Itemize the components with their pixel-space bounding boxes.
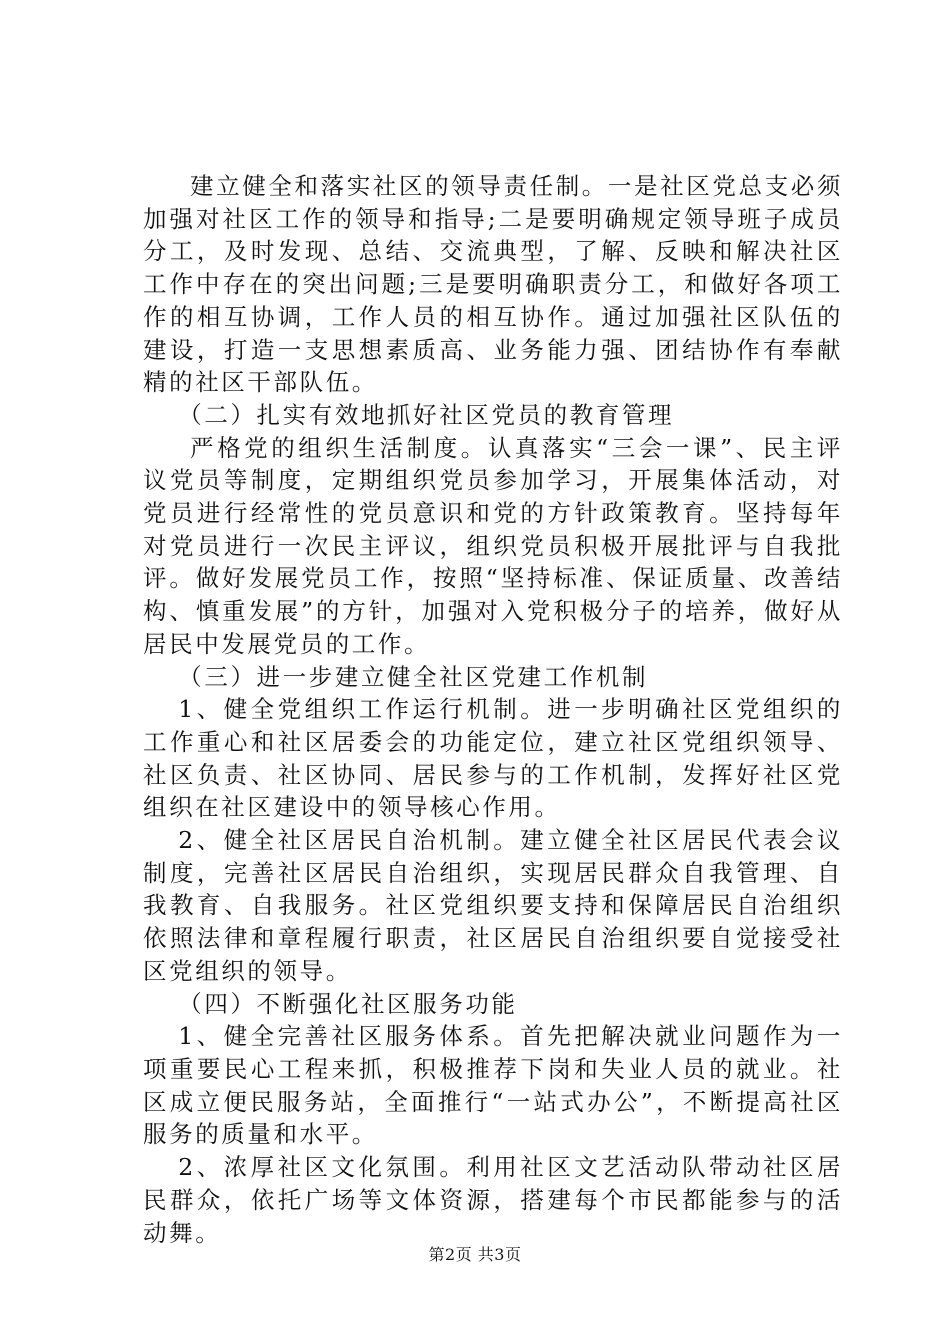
paragraph-party-organization-life: 严格党的组织生活制度。认真落实“三会一课”、民主评议党员等制度，定期组织党员参加学习，开展集体活动，对党员进行经常性的党员意识和党的方针政策教育。坚持每年对党员进行一次民主评议，组织党员积极开展批评与自我批评。做好发展党员工作，按照“坚持标准、保证质量、改善结构、慎重发展”的方针，加强对入党积极分子的培养，做好从居民中发展党员的工作。 [143,433,843,658]
paragraph-cultural-atmosphere: 2、浓厚社区文化氛围。利用社区文艺活动队带动社区居民群众，依托广场等文体资源，搭建每个市民都能参与的活动舞。 [143,1153,843,1247]
document-body [143,170,843,1249]
paragraph-leadership-responsibility: 建立健全和落实社区的领导责任制。一是社区党总支必须加强对社区工作的领导和指导;二是要明确规定领导班子成员分工，及时发现、总结、交流典型，了解、反映和解决社区工作中存在的突出问题;三是要明确职责分工，和做好各项工作的相互协调，工作人员的相互协作。通过加强社区队伍的建设，打造一支思想素质高、业务能力强、团结协作有奉献精的社区干部队伍。 [143,172,843,397]
page-number-footer: 第2页 共3页 [428,1245,522,1264]
paragraph-resident-autonomy: 2、健全社区居民自治机制。建立健全社区居民代表会议制度，完善社区居民自治组织，实现居民群众自我管理、自我教育、自我服务。社区党组织要支持和保障居民自治组织依照法律和章程履行职责，社区居民自治组织要自觉接受社区党组织的领导。 [143,826,843,985]
section-heading-party-building-mechanism: （三）进一步建立健全社区党建工作机制 [178,662,649,691]
section-heading-party-member-education: （二）扎实有效地抓好社区党员的教育管理 [178,400,675,429]
paragraph-operation-mechanism: 1、健全党组织工作运行机制。进一步明确社区党组织的工作重心和社区居委会的功能定位，建立社区党组织领导、社区负责、社区协同、居民参与的工作机制，发挥好社区党组织在社区建设中的领导核心作用。 [143,695,843,822]
paragraph-service-system: 1、健全完善社区服务体系。首先把解决就业问题作为一项重要民心工程来抓，积极推荐下岗和失业人员的就业。社区成立便民服务站，全面推行“一站式办公”，不断提高社区服务的质量和水平。 [143,1022,843,1149]
section-heading-community-service: （四）不断强化社区服务功能 [178,989,518,1018]
